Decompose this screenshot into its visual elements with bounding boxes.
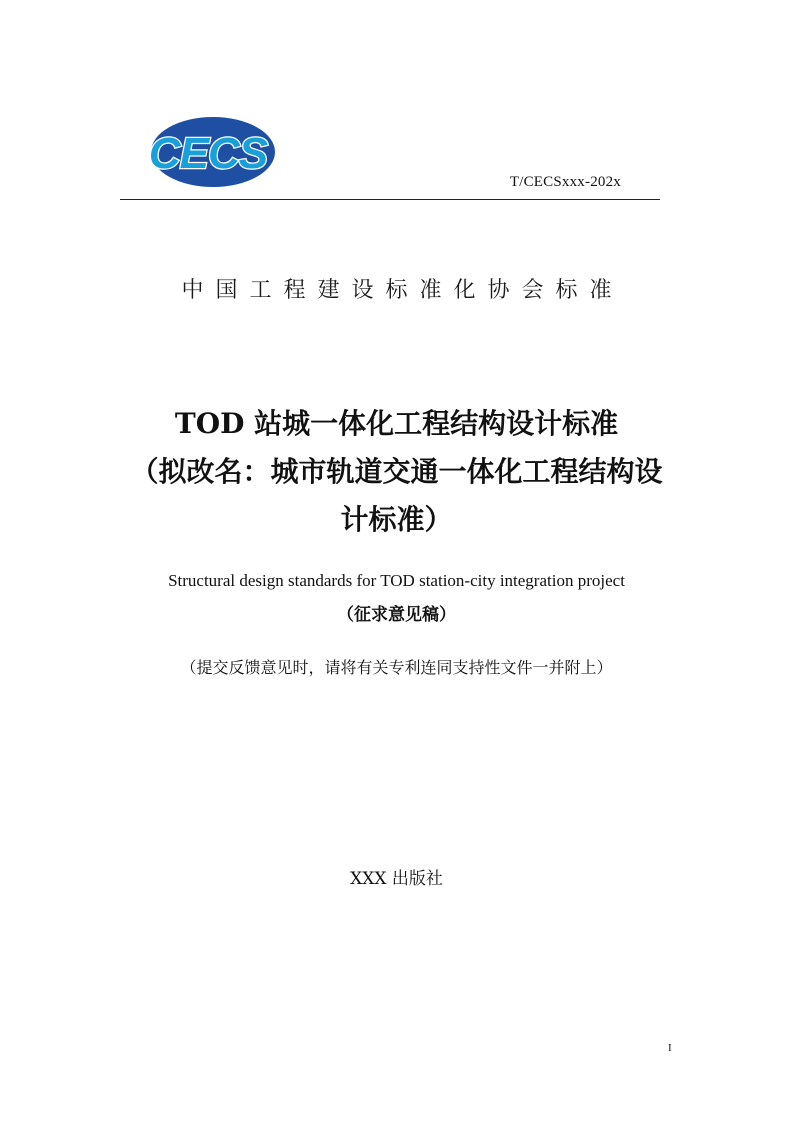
publisher: XXX 出版社 xyxy=(350,869,443,889)
standard-number: T/CECSxxx-202x xyxy=(509,174,621,190)
submission-note: （提交反馈意见时，请将有关专利连同支持性文件一并附上） xyxy=(180,658,613,677)
organization-title: 中国工程建设标准化协会标准 xyxy=(181,278,624,303)
draft-status: （征求意见稿） xyxy=(337,605,456,625)
page-number: I xyxy=(668,1042,672,1054)
document-title-line-3: 计标准） xyxy=(340,503,453,536)
english-title: Structural design standards for TOD station-city integration project xyxy=(168,571,625,590)
document-title-line-1: TOD 站城一体化工程结构设计标准 xyxy=(174,407,619,440)
cecs-logo xyxy=(135,112,281,192)
document-title-line-2: （拟改名：城市轨道交通一体化工程结构设 xyxy=(130,455,663,488)
logo-text: CECS xyxy=(148,129,268,178)
header-divider xyxy=(120,199,660,200)
